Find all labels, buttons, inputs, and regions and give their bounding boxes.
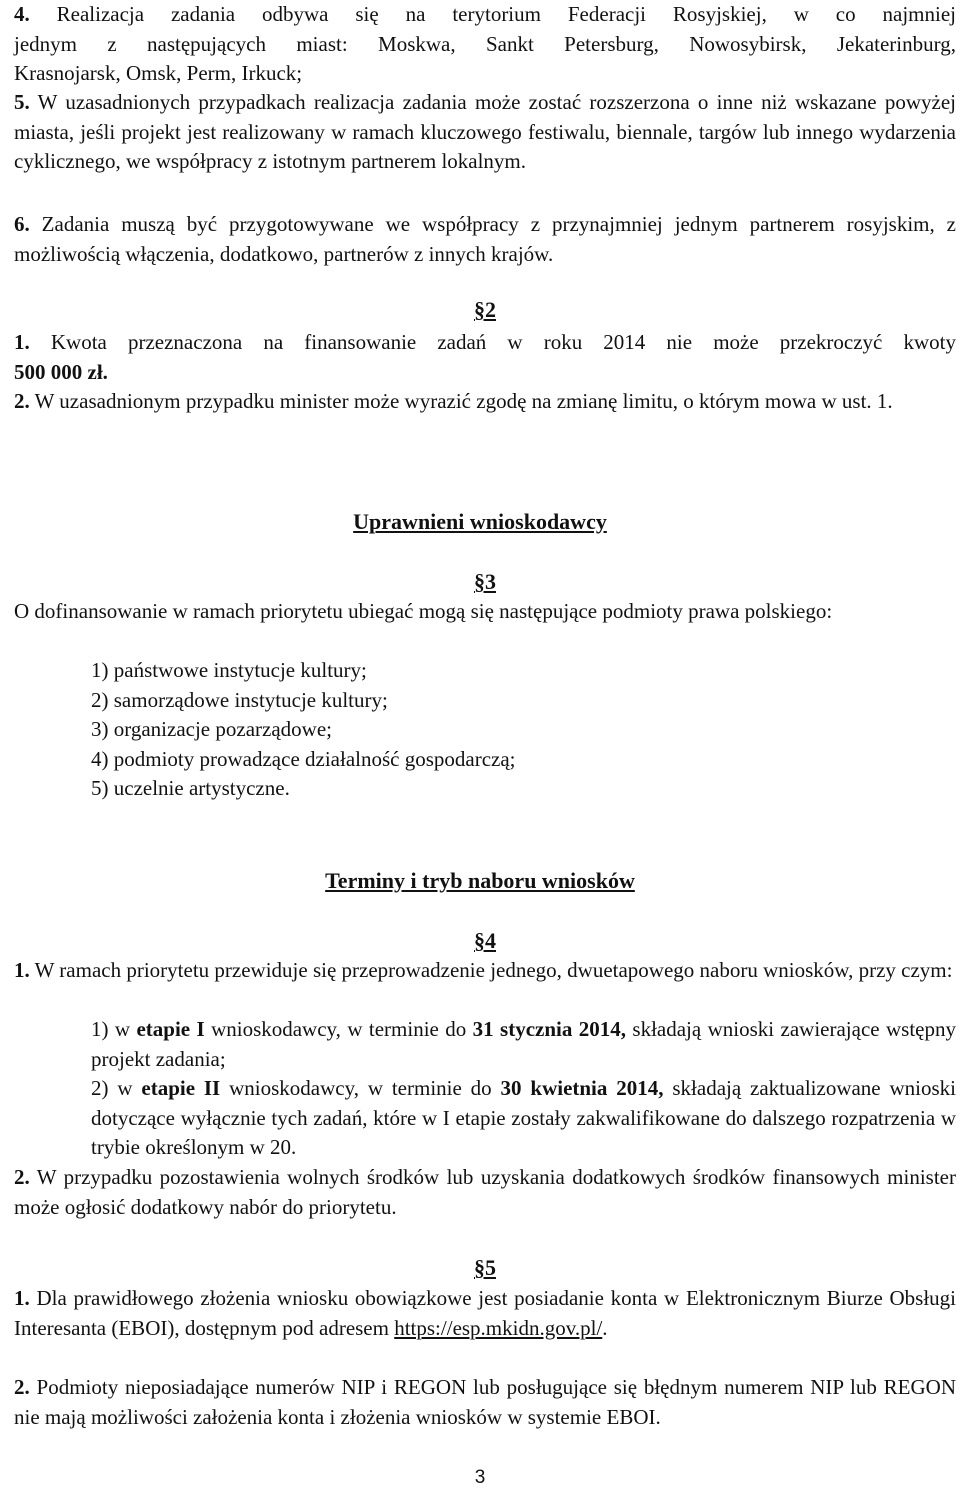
item-number: 1. xyxy=(14,958,30,982)
stage-label: etapie I xyxy=(136,1017,205,1041)
section-5-heading: §5 xyxy=(474,1255,496,1280)
deadline: 31 stycznia 2014, xyxy=(472,1017,627,1041)
list-item: 5) uczelnie artystyczne. xyxy=(91,776,290,800)
stage-1-item: 1) w etapie I wnioskodawcy, w terminie do 31 stycznia 2014, składają wnioski zawierające wstępny projekt zadania; xyxy=(91,1017,956,1071)
list-item: 1) państwowe instytucje kultury; xyxy=(91,658,367,682)
section-4-heading: §4 xyxy=(474,928,496,953)
item-text: Dla prawidłowego złożenia wniosku obowiązkowe jest posiadanie konta w Elektronicznym Biurze Obsługi Interesanta (EBOI), dostępnym pod adresem xyxy=(14,1286,956,1340)
paragraph-text: Realizacja zadania odbywa się na terytorium Federacji Rosyjskiej, w co najmniej xyxy=(29,2,956,26)
item-text: Podmioty nieposiadające numerów NIP i REGON lub posługujące się błędnym numerem NIP lub REGON nie mają możliwości założenia konta i złożenia wniosków w systemie EBOI. xyxy=(14,1375,956,1429)
eboi-link[interactable]: https://esp.mkidn.gov.pl/ xyxy=(394,1315,603,1340)
item-text: W ramach priorytetu przewiduje się przeprowadzenie jednego, dwuetapowego naboru wniosków, przy czym: xyxy=(29,958,953,982)
page-number: 3 xyxy=(474,1467,486,1488)
section-2-heading: §2 xyxy=(474,297,496,322)
item-number: 2. xyxy=(14,1375,30,1399)
stage-label: etapie II xyxy=(141,1076,221,1100)
paragraph-5 xyxy=(14,88,956,177)
section-2-item-1 xyxy=(14,328,956,387)
paragraph-6 xyxy=(14,210,956,269)
paragraph-text: jednym z następujących miast: Moskwa, Sankt Petersburg, Nowosybirsk, Jekaterinburg, xyxy=(14,31,956,56)
item-text: Kwota przeznaczona na finansowanie zadań w roku 2014 nie może przekroczyć kwoty xyxy=(29,330,956,354)
paragraph-text: Zadania muszą być przygotowywane we współpracy z przynajmniej jednym partnerem rosyjskim, z możliwością włączenia, dodatkowo, partnerów z innych krajów. xyxy=(14,212,956,266)
item-number: 2. xyxy=(14,389,30,413)
section-4-item-1 xyxy=(14,956,956,986)
section-3-heading: §3 xyxy=(474,569,496,594)
section-4-item-2 xyxy=(14,1163,956,1222)
paragraph-4 xyxy=(14,0,956,89)
paragraph-number: 4. xyxy=(14,2,30,26)
item-number: 1. xyxy=(14,330,30,354)
applicant-list xyxy=(91,656,956,804)
list-item: 4) podmioty prowadzące działalność gospodarczą; xyxy=(91,746,516,771)
paragraph-text: Krasnojarsk, Omsk, Perm, Irkuck; xyxy=(14,61,303,85)
stage-2-item: 2) w etapie II wnioskodawcy, w terminie do 30 kwietnia 2014, składają zaktualizowane wnioski dotyczące wyłącznie tych zadań, które w I etapie zostały zakwalifikowane do dalszego rozpatrzenia w trybie określonym w 20. xyxy=(91,1076,956,1159)
heading-terminy: Terminy i tryb naboru wniosków xyxy=(325,868,635,893)
list-item: 3) organizacje pozarządowe; xyxy=(91,717,332,741)
item-number: 1. xyxy=(14,1286,30,1310)
heading-uprawnieni: Uprawnieni wnioskodawcy xyxy=(353,509,607,534)
paragraph-number: 6. xyxy=(14,212,30,236)
deadline: 30 kwietnia 2014, xyxy=(500,1076,664,1100)
section-5-item-2 xyxy=(14,1373,956,1432)
section-2-item-2 xyxy=(14,387,956,417)
section-5-item-1: 1. Dla prawidłowego złożenia wniosku obowiązkowe jest posiadanie konta w Elektronicznym Biurze Obsługi Interesanta (EBOI), dostępnym pod adresem https://esp.mkidn.gov.pl/. xyxy=(14,1286,956,1340)
paragraph-text: W uzasadnionych przypadkach realizacja zadania może zostać rozszerzona o inne niż wskazane powyżej miasta, jeśli projekt jest realizowany w ramach kluczowego festiwalu, biennale, targów lub innego wydarzenia cyklicznego, we współpracy z istotnym partnerem lokalnym. xyxy=(14,90,956,173)
item-text: W przypadku pozostawienia wolnych środków lub uzyskania dodatkowych środków finansowych minister może ogłosić dodatkowy nabór do priorytetu. xyxy=(14,1165,956,1219)
section-3-intro: O dofinansowanie w ramach priorytetu ubiegać mogą się następujące podmioty prawa polskiego: xyxy=(14,599,833,623)
item-number: 2. xyxy=(14,1165,30,1189)
item-text: W uzasadnionym przypadku minister może wyrazić zgodę na zmianę limitu, o którym mowa w ust. 1. xyxy=(29,389,893,413)
paragraph-number: 5. xyxy=(14,90,30,114)
list-item: 2) samorządowe instytucje kultury; xyxy=(91,687,388,712)
amount: 500 000 zł. xyxy=(14,359,108,384)
